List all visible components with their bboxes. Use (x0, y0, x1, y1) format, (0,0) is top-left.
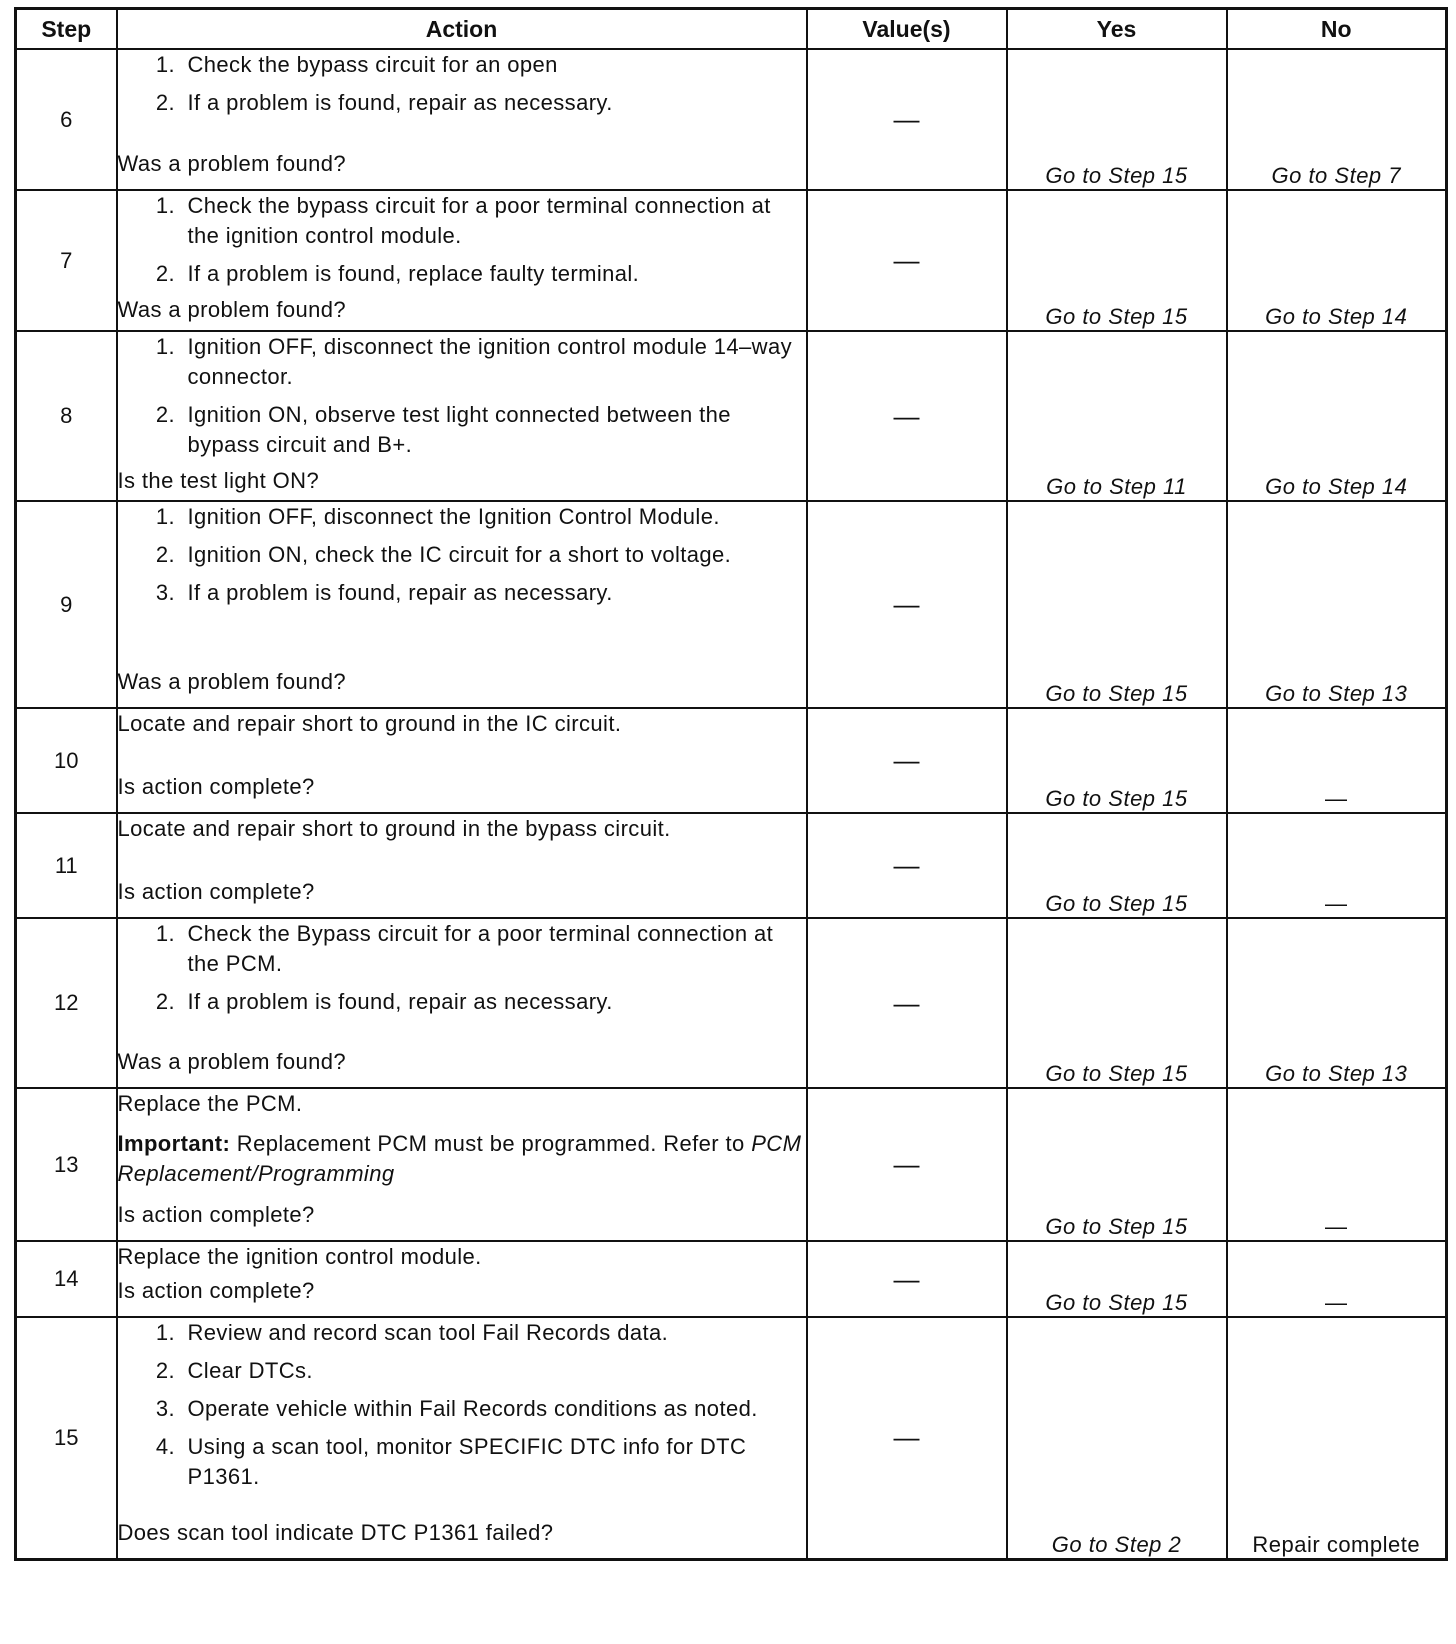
no-value: — (1227, 1241, 1447, 1317)
value-cell: — (807, 190, 1007, 331)
value-cell: — (807, 1241, 1007, 1317)
action-item: 2. If a problem is found, replace faulty terminal. (182, 259, 806, 289)
yes-link[interactable]: Go to Step 15 (1007, 1088, 1227, 1241)
value-cell: — (807, 813, 1007, 918)
action-steps (118, 1318, 806, 1500)
no-value: — (1227, 1088, 1447, 1241)
action-cell (117, 1088, 807, 1241)
table-row-step-12 (16, 918, 1447, 1088)
action-cell (117, 918, 807, 1088)
value-cell: — (807, 331, 1007, 501)
step-number: 10 (16, 708, 117, 813)
table-row-step-6 (16, 49, 1447, 190)
action-cell (117, 501, 807, 708)
value-cell: — (807, 1088, 1007, 1241)
no-value: Repair complete (1227, 1317, 1447, 1559)
yes-link[interactable]: Go to Step 15 (1007, 708, 1227, 813)
action-item: 1. Review and record scan tool Fail Records data. (182, 1318, 806, 1348)
action-question: Is action complete? (117, 879, 315, 904)
table-row-step-15 (16, 1317, 1447, 1559)
action-item: 1. Check the bypass circuit for an open (182, 50, 806, 80)
action-question: Is action complete? (117, 1278, 315, 1303)
action-steps (118, 191, 806, 297)
value-cell: — (807, 918, 1007, 1088)
no-link[interactable]: Go to Step 14 (1227, 331, 1447, 501)
action-cell (117, 813, 807, 918)
step-number: 6 (16, 49, 117, 190)
action-item: 2. Ignition ON, observe test light connected between the bypass circuit and B+. (182, 400, 806, 460)
table-row-step-14 (16, 1241, 1447, 1317)
action-item: 1. Ignition OFF, disconnect the Ignition Control Module. (182, 502, 806, 532)
action-question: Is action complete? (117, 774, 315, 799)
step-number: 15 (16, 1317, 117, 1559)
header-no: No (1227, 9, 1447, 50)
table-row-step-7 (16, 190, 1447, 331)
no-link[interactable]: Go to Step 13 (1227, 501, 1447, 708)
reference-link[interactable]: PCM Replacement/Programming (117, 1131, 802, 1186)
table-row-step-11 (16, 813, 1447, 918)
action-item: 2. Ignition ON, check the IC circuit for a short to voltage. (182, 540, 806, 570)
action-text: Locate and repair short to ground in the IC circuit. (117, 711, 622, 736)
no-link[interactable]: Go to Step 14 (1227, 190, 1447, 331)
header-yes: Yes (1007, 9, 1227, 50)
important-note (118, 1129, 806, 1189)
step-number: 8 (16, 331, 117, 501)
action-question: Was a problem found? (117, 669, 347, 694)
action-question: Is action complete? (117, 1202, 315, 1227)
action-item: 1. Check the bypass circuit for a poor terminal connection at the ignition control module. (182, 191, 806, 251)
yes-link[interactable]: Go to Step 15 (1007, 918, 1227, 1088)
action-question: Does scan tool indicate DTC P1361 failed? (117, 1520, 554, 1545)
action-steps (118, 919, 806, 1025)
action-item: 4. Using a scan tool, monitor SPECIFIC DTC info for DTC P1361. (182, 1432, 806, 1492)
action-question: Was a problem found? (117, 151, 347, 176)
table-row-step-10 (16, 708, 1447, 813)
action-steps (118, 332, 806, 468)
yes-link[interactable]: Go to Step 15 (1007, 190, 1227, 331)
action-text: Locate and repair short to ground in the bypass circuit. (117, 816, 671, 841)
diagnostic-table (14, 7, 1448, 1561)
header-values: Value(s) (807, 9, 1007, 50)
action-text: Replace the ignition control module. (117, 1244, 482, 1269)
step-number: 14 (16, 1241, 117, 1317)
yes-link[interactable]: Go to Step 15 (1007, 501, 1227, 708)
action-cell (117, 1317, 807, 1559)
important-label: Important: (117, 1131, 231, 1156)
value-cell: — (807, 708, 1007, 813)
header-row (16, 9, 1447, 50)
no-value: — (1227, 813, 1447, 918)
header-action: Action (117, 9, 807, 50)
step-number: 12 (16, 918, 117, 1088)
action-question: Was a problem found? (117, 297, 347, 322)
value-cell: — (807, 501, 1007, 708)
step-number: 11 (16, 813, 117, 918)
action-item: 2. If a problem is found, repair as necessary. (182, 88, 806, 118)
table-row-step-9 (16, 501, 1447, 708)
no-link[interactable]: Go to Step 13 (1227, 918, 1447, 1088)
yes-link[interactable]: Go to Step 15 (1007, 813, 1227, 918)
value-cell: — (807, 49, 1007, 190)
action-cell (117, 1241, 807, 1317)
action-cell (117, 708, 807, 813)
step-number: 13 (16, 1088, 117, 1241)
action-item: 2. Clear DTCs. (182, 1356, 806, 1386)
action-cell (117, 49, 807, 190)
yes-link[interactable]: Go to Step 11 (1007, 331, 1227, 501)
step-number: 9 (16, 501, 117, 708)
action-steps (118, 50, 806, 126)
header-step: Step (16, 9, 117, 50)
table-row-step-8 (16, 331, 1447, 501)
action-question: Is the test light ON? (117, 468, 320, 493)
yes-link[interactable]: Go to Step 2 (1007, 1317, 1227, 1559)
step-number: 7 (16, 190, 117, 331)
action-item: 1. Ignition OFF, disconnect the ignition control module 14–way connector. (182, 332, 806, 392)
action-cell (117, 331, 807, 501)
action-cell (117, 190, 807, 331)
action-question: Was a problem found? (117, 1049, 347, 1074)
action-item: 1. Check the Bypass circuit for a poor terminal connection at the PCM. (182, 919, 806, 979)
action-item: 3. If a problem is found, repair as necessary. (182, 578, 806, 608)
no-link[interactable]: Go to Step 7 (1227, 49, 1447, 190)
action-steps (118, 502, 806, 616)
action-item: 3. Operate vehicle within Fail Records conditions as noted. (182, 1394, 806, 1424)
yes-link[interactable]: Go to Step 15 (1007, 49, 1227, 190)
table-row-step-13 (16, 1088, 1447, 1241)
no-value: — (1227, 708, 1447, 813)
yes-link[interactable]: Go to Step 15 (1007, 1241, 1227, 1317)
action-text: Replace the PCM. (117, 1091, 303, 1116)
important-text: Replacement PCM must be programmed. Refer to (230, 1131, 752, 1156)
action-item: 2. If a problem is found, repair as necessary. (182, 987, 806, 1017)
value-cell: — (807, 1317, 1007, 1559)
